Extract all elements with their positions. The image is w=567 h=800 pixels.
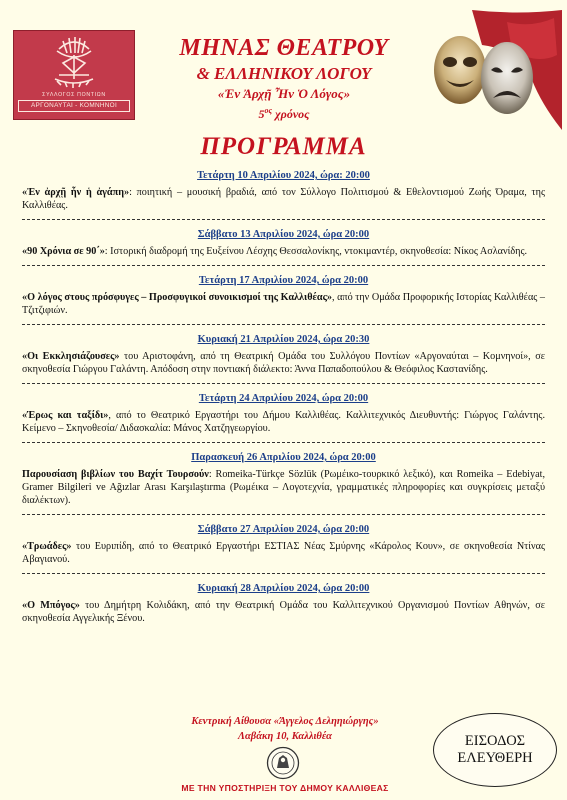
logo-association-text: ΣΥΛΛΟΓΟΣ ΠΟΝΤΙΩΝ — [42, 92, 106, 98]
edition-word: χρόνος — [275, 107, 310, 121]
divider — [22, 573, 545, 575]
event-text: : Ιστορική διαδρομή της Ευξείνου Λέσχης Θεσσαλονίκης, ντοκιμαντέρ, σκηνοθεσία: Νίκος Ασλανίδης. — [104, 246, 528, 257]
venue-info — [150, 714, 420, 744]
event-item — [22, 169, 545, 212]
event-item — [22, 523, 545, 566]
event-description — [22, 540, 545, 566]
title-quote: «Ἐν Ἀρχῇ Ἦν Ὁ Λόγος» — [217, 86, 351, 101]
argonauts-ship-emblem-icon — [49, 35, 99, 89]
event-date: Τετάρτη 10 Απριλίου 2024, ώρα: 20:00 — [197, 170, 370, 181]
event-item — [22, 228, 545, 258]
event-description — [22, 350, 545, 376]
support-note: ΜΕ ΤΗΝ ΥΠΟΣΤΗΡΙΞΗ ΤΟΥ ΔΗΜΟΥ ΚΑΛΛΙΘΕΑΣ — [181, 783, 389, 793]
event-item — [22, 582, 545, 625]
event-description — [22, 245, 545, 258]
page-title: ΜΗΝΑΣ ΘΕΑΤΡΟΥ — [179, 35, 389, 61]
event-date: Σάββατο 13 Απριλίου 2024, ώρα 20:00 — [197, 229, 370, 240]
event-item — [22, 451, 545, 507]
event-text: του Αριστοφάνη, από τη Θεατρική Ομάδα του Συλλόγου Ποντίων «Αργοναύται – Κομνηνοί», σε σκηνοθεσία Γιώργου Γαλάντη. Απόδοση στην ποντιακή διάλεκτο: Άννα Παπαδοπούλου & Θεόφιλος Καστανίδης. — [22, 351, 545, 375]
event-date: Κυριακή 21 Απριλίου 2024, ώρα 20:30 — [197, 334, 370, 345]
divider — [22, 219, 545, 221]
event-title: «Ο λόγος στους πρόσφυγες – Προσφυγικοί συνοικισμοί της Καλλιθέας» — [22, 292, 332, 303]
event-description — [22, 186, 545, 212]
venue-hall: Κεντρική Αίθουσα «Άγγελος Δεληηιώργης» — [191, 716, 379, 727]
divider — [22, 324, 545, 326]
event-description — [22, 291, 545, 317]
divider — [22, 514, 545, 516]
event-item — [22, 392, 545, 435]
municipality-emblem-icon — [266, 746, 300, 780]
event-date: Κυριακή 28 Απριλίου 2024, ώρα 20:00 — [197, 583, 370, 594]
divider — [22, 383, 545, 385]
event-text: , από την Ομάδα Προφορικής Ιστορίας Καλλιθέας – Τζιτζιφιών. — [22, 292, 545, 316]
logo-name-text: ΑΡΓΟΝΑΥΤΑΙ - ΚΟΜΝΗΝΟΙ — [18, 100, 130, 112]
theatre-masks-icon — [422, 10, 562, 130]
association-logo — [13, 30, 135, 120]
event-text: του Ευριπίδη, από το Θεατρικό Εργαστήρι ΕΣΤΙΑΣ Νέας Σμύρνης «Κάρολος Κουν», σε σκηνοθεσία Ντίνας Αβαγιανού. — [22, 541, 545, 565]
event-title: «90 Χρόνια σε 90΄» — [22, 246, 105, 257]
event-date: Τετάρτη 17 Απριλίου 2024, ώρα 20:00 — [198, 275, 369, 286]
edition-number: 5 — [258, 107, 265, 121]
events-list — [22, 169, 545, 625]
event-date: Τετάρτη 24 Απριλίου 2024, ώρα 20:00 — [198, 393, 369, 404]
edition-suffix: ος — [264, 106, 273, 115]
event-text: , από το Θεατρικό Εργαστήρι του Δήμου Καλλιθέας. Καλλιτεχνικός Διευθυντής: Γιώργος Γαλάντης. Κείμενο – Σκηνοθεσία/ Διδασκαλία: Μάνος Χατζηγεωργίου. — [22, 410, 545, 434]
event-description — [22, 468, 545, 507]
event-text: : ποιητική – μουσική βραδιά, από τον Σύλλογο Πολιτισμού & Εθελοντισμού Ζωής Όραμα, της Καλλιθέας. — [22, 187, 545, 211]
event-title: «Έρως και ταξίδι» — [22, 410, 109, 421]
event-description — [22, 409, 545, 435]
event-text: : Romeika-Türkçe Sözlük (Ρωμέικο-τουρκικό λεξικό), και Romeika – Edebiyat, Gramer Bilgileri ve Ağızlar Arası Karşılaştırma (Ρωμέικα – Λογοτεχνία, γραμματικές πληροφορίες και συγκρίσεις μεταξύ διαλέκτων). — [22, 469, 545, 506]
event-date: Παρασκευή 26 Απριλίου 2024, ώρα 20:00 — [191, 452, 376, 463]
entry-line2: ΕΛΕΥΘΕΡΗ — [457, 750, 533, 766]
divider — [22, 265, 545, 267]
event-title: Παρουσίαση βιβλίων του Βαχίτ Τουρσούν — [22, 469, 209, 480]
venue-address: Λαβάκη 10, Καλλιθέα — [238, 731, 332, 742]
divider — [22, 442, 545, 444]
free-entry-badge — [433, 713, 557, 787]
event-title: «Τρωάδες» — [22, 541, 72, 552]
program-heading: ΠΡΟΓΡΑΜΜΑ — [200, 133, 367, 160]
event-title: «Ἐν ἀρχῇ ἦν ἡ ἀγάπη» — [22, 187, 130, 198]
event-date: Σάββατο 27 Απριλίου 2024, ώρα 20:00 — [197, 524, 370, 535]
event-item — [22, 274, 545, 317]
edition-year — [150, 103, 418, 122]
event-item — [22, 333, 545, 376]
entry-line1: ΕΙΣΟΔΟΣ — [464, 733, 526, 749]
event-text: του Δημήτρη Κολιδάκη, από την Θεατρική Ομάδα του Καλλιτεχνικού Οργανισμού Ποντίων Αθηνών, σε σκηνοθεσία Αγγελικής Ξένου. — [22, 600, 545, 624]
event-title: «Ο Μπόγος» — [22, 600, 80, 611]
header-titles — [150, 34, 418, 122]
event-description — [22, 599, 545, 625]
page-subtitle: & ΕΛΛΗΝΙΚΟΥ ΛΟΓΟΥ — [196, 64, 372, 83]
event-title: «Οι Εκκλησιάζουσες» — [22, 351, 120, 362]
